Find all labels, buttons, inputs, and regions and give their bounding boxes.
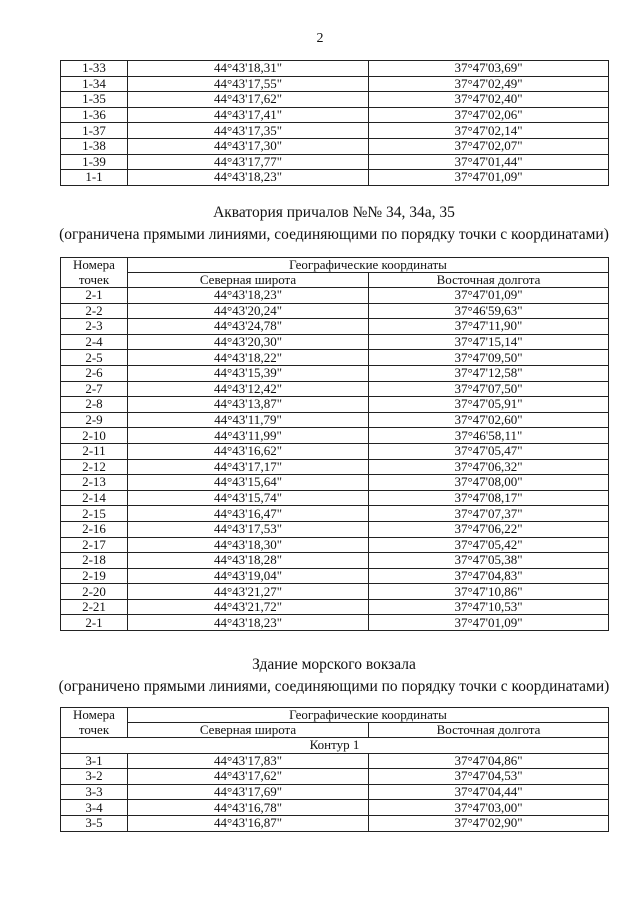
east-longitude-cell: 37°47'06,32"	[369, 459, 609, 475]
east-longitude-cell: 37°47'03,69"	[369, 61, 609, 77]
north-latitude-cell: 44°43'17,77"	[128, 154, 369, 170]
point-number-cell: 2-4	[61, 334, 128, 350]
point-number-cell: 1-37	[61, 123, 128, 139]
east-longitude-cell: 37°47'09,50"	[369, 350, 609, 366]
table-row	[61, 412, 609, 428]
east-longitude-cell: 37°47'11,90"	[369, 319, 609, 335]
east-longitude-cell: 37°47'05,91"	[369, 397, 609, 413]
east-longitude-cell: 37°46'59,63"	[369, 303, 609, 319]
north-latitude-cell: 44°43'11,99"	[128, 428, 369, 444]
east-longitude-cell: 37°47'02,90"	[369, 815, 609, 831]
east-longitude-cell: 37°46'58,11"	[369, 428, 609, 444]
contour-label: Контур 1	[61, 738, 609, 754]
north-latitude-cell: 44°43'16,47"	[128, 506, 369, 522]
east-longitude-cell: 37°47'07,37"	[369, 506, 609, 522]
point-number-cell: 1-39	[61, 154, 128, 170]
header-points-2: точек	[61, 723, 128, 738]
point-number-cell: 3-5	[61, 815, 128, 831]
north-latitude-cell: 44°43'18,23"	[128, 288, 369, 304]
table-row	[61, 334, 609, 350]
east-longitude-cell: 37°47'02,60"	[369, 412, 609, 428]
table-row	[61, 521, 609, 537]
east-longitude-cell: 37°47'10,53"	[369, 599, 609, 615]
north-latitude-cell: 44°43'17,55"	[128, 76, 369, 92]
east-longitude-cell: 37°47'08,00"	[369, 475, 609, 491]
point-number-cell: 2-2	[61, 303, 128, 319]
north-latitude-cell: 44°43'17,62"	[128, 769, 369, 785]
east-longitude-cell: 37°47'05,42"	[369, 537, 609, 553]
header-lon: Восточная долгота	[369, 723, 609, 738]
north-latitude-cell: 44°43'16,78"	[128, 800, 369, 816]
point-number-cell: 2-6	[61, 365, 128, 381]
east-longitude-cell: 37°47'05,47"	[369, 443, 609, 459]
north-latitude-cell: 44°43'17,41"	[128, 107, 369, 123]
table-row	[61, 365, 609, 381]
table-header-row	[61, 708, 609, 723]
table-row	[61, 459, 609, 475]
header-points: Номера	[61, 708, 128, 723]
north-latitude-cell: 44°43'19,04"	[128, 568, 369, 584]
east-longitude-cell: 37°47'01,09"	[369, 170, 609, 186]
table-row	[61, 92, 609, 108]
north-latitude-cell: 44°43'16,87"	[128, 815, 369, 831]
point-number-cell: 2-18	[61, 553, 128, 569]
north-latitude-cell: 44°43'11,79"	[128, 412, 369, 428]
table-row	[61, 76, 609, 92]
point-number-cell: 2-16	[61, 521, 128, 537]
table-row	[61, 350, 609, 366]
north-latitude-cell: 44°43'12,42"	[128, 381, 369, 397]
table-row	[61, 397, 609, 413]
coordinates-table-3	[60, 707, 609, 832]
north-latitude-cell: 44°43'18,23"	[128, 170, 369, 186]
north-latitude-cell: 44°43'17,35"	[128, 123, 369, 139]
north-latitude-cell: 44°43'17,69"	[128, 784, 369, 800]
east-longitude-cell: 37°47'04,86"	[369, 753, 609, 769]
table-row	[61, 784, 609, 800]
table-row	[61, 443, 609, 459]
north-latitude-cell: 44°43'18,28"	[128, 553, 369, 569]
point-number-cell: 2-10	[61, 428, 128, 444]
point-number-cell: 1-34	[61, 76, 128, 92]
table-row	[61, 138, 609, 154]
table-row	[61, 769, 609, 785]
table-row	[61, 599, 609, 615]
point-number-cell: 3-4	[61, 800, 128, 816]
east-longitude-cell: 37°47'02,14"	[369, 123, 609, 139]
point-number-cell: 2-19	[61, 568, 128, 584]
point-number-cell: 2-3	[61, 319, 128, 335]
north-latitude-cell: 44°43'18,23"	[128, 615, 369, 631]
east-longitude-cell: 37°47'02,40"	[369, 92, 609, 108]
north-latitude-cell: 44°43'15,39"	[128, 365, 369, 381]
east-longitude-cell: 37°47'15,14"	[369, 334, 609, 350]
north-latitude-cell: 44°43'18,31"	[128, 61, 369, 77]
point-number-cell: 2-17	[61, 537, 128, 553]
east-longitude-cell: 37°47'12,58"	[369, 365, 609, 381]
point-number-cell: 1-35	[61, 92, 128, 108]
table-row	[61, 615, 609, 631]
page-number: 2	[316, 31, 324, 46]
point-number-cell: 2-1	[61, 288, 128, 304]
section-2-subtitle: (ограничена прямыми линиями, соединяющими по порядку точки с координатами)	[59, 226, 609, 243]
north-latitude-cell: 44°43'18,30"	[128, 537, 369, 553]
north-latitude-cell: 44°43'15,74"	[128, 490, 369, 506]
north-latitude-cell: 44°43'17,62"	[128, 92, 369, 108]
point-number-cell: 1-36	[61, 107, 128, 123]
table-row	[61, 490, 609, 506]
table-row	[61, 537, 609, 553]
header-lat: Северная широта	[128, 273, 369, 288]
coordinates-table-1	[60, 60, 609, 186]
table-row	[61, 568, 609, 584]
table-row	[61, 815, 609, 831]
north-latitude-cell: 44°43'17,17"	[128, 459, 369, 475]
table-row	[61, 107, 609, 123]
point-number-cell: 2-14	[61, 490, 128, 506]
north-latitude-cell: 44°43'15,64"	[128, 475, 369, 491]
table-row	[61, 506, 609, 522]
east-longitude-cell: 37°47'04,83"	[369, 568, 609, 584]
section-3-subtitle: (ограничено прямыми линиями, соединяющими по порядку точки с координатами)	[58, 678, 610, 695]
east-longitude-cell: 37°47'02,07"	[369, 138, 609, 154]
table-row	[61, 61, 609, 77]
north-latitude-cell: 44°43'21,72"	[128, 599, 369, 615]
east-longitude-cell: 37°47'07,50"	[369, 381, 609, 397]
point-number-cell: 3-3	[61, 784, 128, 800]
east-longitude-cell: 37°47'01,09"	[369, 288, 609, 304]
north-latitude-cell: 44°43'13,87"	[128, 397, 369, 413]
north-latitude-cell: 44°43'17,53"	[128, 521, 369, 537]
table-row	[61, 288, 609, 304]
point-number-cell: 2-11	[61, 443, 128, 459]
east-longitude-cell: 37°47'01,44"	[369, 154, 609, 170]
table-row	[61, 381, 609, 397]
east-longitude-cell: 37°47'06,22"	[369, 521, 609, 537]
table-row	[61, 553, 609, 569]
table-subheader-row	[61, 273, 609, 288]
table-row	[61, 123, 609, 139]
east-longitude-cell: 37°47'04,53"	[369, 769, 609, 785]
table-row	[61, 154, 609, 170]
east-longitude-cell: 37°47'02,49"	[369, 76, 609, 92]
east-longitude-cell: 37°47'05,38"	[369, 553, 609, 569]
point-number-cell: 2-12	[61, 459, 128, 475]
east-longitude-cell: 37°47'02,06"	[369, 107, 609, 123]
point-number-cell: 2-15	[61, 506, 128, 522]
point-number-cell: 2-7	[61, 381, 128, 397]
header-points: Номера	[61, 258, 128, 273]
table-row	[61, 319, 609, 335]
point-number-cell: 1-33	[61, 61, 128, 77]
contour-row	[61, 738, 609, 754]
header-coords: Географические координаты	[128, 708, 609, 723]
table-row	[61, 475, 609, 491]
table-row	[61, 753, 609, 769]
table-row	[61, 584, 609, 600]
point-number-cell: 3-2	[61, 769, 128, 785]
section-3-title: Здание морского вокзала	[252, 656, 416, 673]
point-number-cell: 3-1	[61, 753, 128, 769]
header-lat: Северная широта	[128, 723, 369, 738]
point-number-cell: 1-1	[61, 170, 128, 186]
table-row	[61, 428, 609, 444]
point-number-cell: 2-13	[61, 475, 128, 491]
east-longitude-cell: 37°47'08,17"	[369, 490, 609, 506]
east-longitude-cell: 37°47'01,09"	[369, 615, 609, 631]
point-number-cell: 2-9	[61, 412, 128, 428]
table-row	[61, 170, 609, 186]
north-latitude-cell: 44°43'24,78"	[128, 319, 369, 335]
header-coords: Географические координаты	[128, 258, 609, 273]
east-longitude-cell: 37°47'10,86"	[369, 584, 609, 600]
header-points-2: точек	[61, 273, 128, 288]
north-latitude-cell: 44°43'17,30"	[128, 138, 369, 154]
point-number-cell: 2-1	[61, 615, 128, 631]
header-lon: Восточная долгота	[369, 273, 609, 288]
point-number-cell: 2-21	[61, 599, 128, 615]
point-number-cell: 2-5	[61, 350, 128, 366]
north-latitude-cell: 44°43'16,62"	[128, 443, 369, 459]
point-number-cell: 1-38	[61, 138, 128, 154]
north-latitude-cell: 44°43'17,83"	[128, 753, 369, 769]
north-latitude-cell: 44°43'20,24"	[128, 303, 369, 319]
point-number-cell: 2-8	[61, 397, 128, 413]
east-longitude-cell: 37°47'04,44"	[369, 784, 609, 800]
north-latitude-cell: 44°43'21,27"	[128, 584, 369, 600]
table-row	[61, 800, 609, 816]
north-latitude-cell: 44°43'20,30"	[128, 334, 369, 350]
east-longitude-cell: 37°47'03,00"	[369, 800, 609, 816]
point-number-cell: 2-20	[61, 584, 128, 600]
table-header-row	[61, 258, 609, 273]
coordinates-table-2	[60, 257, 609, 631]
section-2-title: Акватория причалов №№ 34, 34а, 35	[213, 204, 455, 221]
north-latitude-cell: 44°43'18,22"	[128, 350, 369, 366]
table-subheader-row	[61, 723, 609, 738]
table-row	[61, 303, 609, 319]
